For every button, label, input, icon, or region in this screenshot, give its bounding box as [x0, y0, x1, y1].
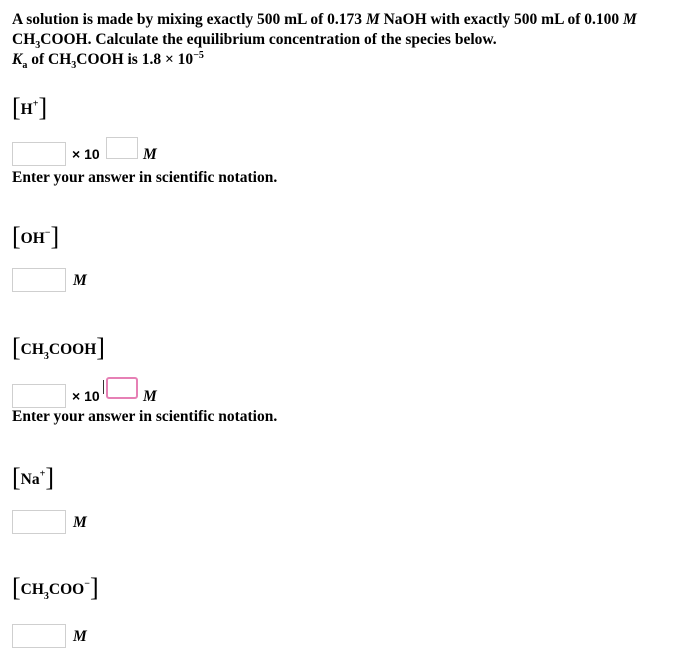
- ch3cooh-coefficient-input[interactable]: [12, 384, 66, 408]
- unit-molar: M: [143, 388, 157, 405]
- species-label-ch3cooh: $[CH_3COOH]$: [12, 333, 105, 362]
- species-label-na-plus: [Na+]: [12, 463, 54, 492]
- unit-molar: M: [73, 514, 87, 531]
- problem-line-1: A solution is made by mixing exactly 500 mL of 0.173 M NaOH with exactly 500 mL of 0.100 M: [12, 11, 637, 28]
- text-caret: [103, 380, 104, 394]
- scientific-notation-hint: Enter your answer in scientific notation.: [12, 169, 278, 186]
- unit-molar: M: [73, 628, 87, 645]
- unit-molar: M: [73, 272, 87, 289]
- unit-molar: M: [143, 146, 157, 163]
- times-ten-label: × 10: [72, 146, 100, 162]
- species-label-oh-minus: [OH−]: [12, 222, 60, 251]
- oh-minus-input[interactable]: [12, 268, 66, 292]
- species-label-ch3coo-minus: $[CH_3COO^-]$: [12, 573, 99, 602]
- problem-line-2: $CH_3COOH$. Calculate the equilibrium concentration of the species below.: [12, 31, 497, 52]
- ch3coo-minus-input[interactable]: [12, 624, 66, 648]
- na-plus-input[interactable]: [12, 510, 66, 534]
- h-plus-exponent-input[interactable]: [106, 137, 138, 159]
- ka-statement: $K_a$ of $CH_3COOH$ is $1.8 \times 10^{-5}$: [12, 49, 204, 72]
- ch3cooh-exponent-input[interactable]: [106, 377, 138, 399]
- problem-statement: [12, 10, 692, 50]
- h-plus-coefficient-input[interactable]: [12, 142, 66, 166]
- scientific-notation-hint: Enter your answer in scientific notation.: [12, 408, 278, 425]
- species-label-h-plus: [H+]: [12, 93, 48, 122]
- times-ten-label: × 10: [72, 388, 100, 404]
